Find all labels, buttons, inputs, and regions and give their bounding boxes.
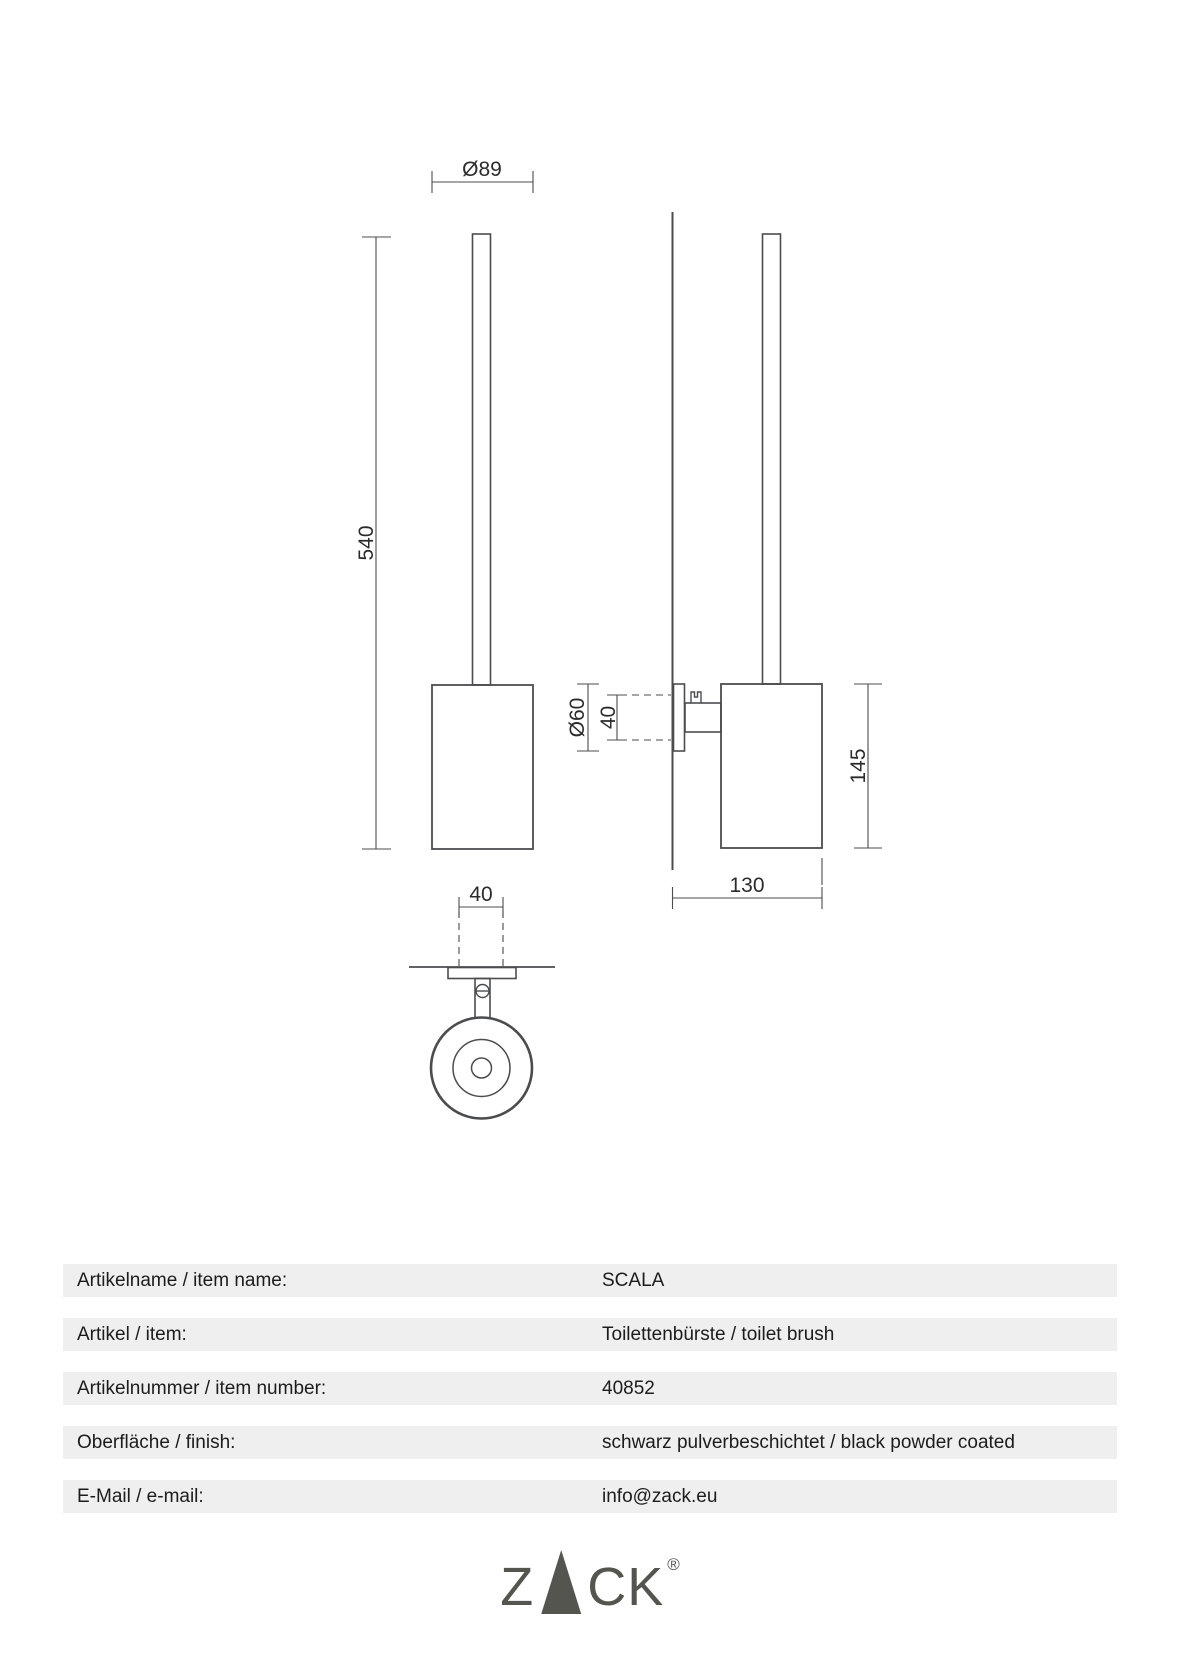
container-outline-circle — [431, 1018, 532, 1119]
zack-logo — [500, 1548, 680, 1617]
brush-handle-side — [763, 234, 781, 684]
mount-arm-side — [685, 703, 721, 732]
dim-mount-width-bottom — [459, 897, 503, 966]
dim-label-wall-depth: 130 — [729, 874, 765, 897]
spec-value: schwarz pulverbeschichtet / black powder coated — [602, 1431, 1015, 1453]
spec-value: 40852 — [602, 1377, 655, 1399]
spec-row-item-name — [63, 1264, 1117, 1297]
dim-label-container-height: 145 — [847, 748, 870, 784]
spec-label: Artikelname / item name: — [77, 1269, 288, 1291]
spec-label: Oberfläche / finish: — [77, 1431, 236, 1453]
wall-plate-bottom — [448, 968, 516, 979]
front-view — [355, 158, 533, 849]
wall-plate-side — [674, 684, 685, 751]
spec-row-item-number — [63, 1372, 1117, 1405]
set-screw-side — [691, 692, 701, 703]
spec-value: SCALA — [602, 1269, 665, 1291]
spec-value: info@zack.eu — [602, 1485, 718, 1507]
spec-label: Artikel / item: — [77, 1323, 187, 1345]
zack-logo-triangle-icon — [541, 1550, 581, 1614]
spec-label: Artikelnummer / item number: — [77, 1377, 327, 1399]
dim-label-plate-diameter: Ø60 — [566, 697, 589, 738]
spec-row-email — [63, 1480, 1117, 1513]
dim-label-brush-diameter: Ø89 — [462, 158, 502, 181]
brush-handle-front — [473, 234, 491, 685]
dim-label-total-height: 540 — [355, 525, 378, 561]
spec-value: Toilettenbürste / toilet brush — [602, 1323, 835, 1345]
spec-row-item — [63, 1318, 1117, 1351]
bottom-view — [409, 883, 555, 1119]
spec-row-finish — [63, 1426, 1117, 1459]
registered-trademark-symbol: ® — [667, 1555, 680, 1574]
brush-container-side — [721, 684, 822, 848]
brush-container-front — [432, 685, 533, 849]
set-screw-bottom — [476, 985, 489, 998]
dim-label-mount-width-side: 40 — [597, 705, 620, 730]
spec-label: E-Mail / e-mail: — [77, 1485, 204, 1507]
zack-logo-letters-ck: CK — [587, 1557, 665, 1617]
zack-logo-letter-z: Z — [500, 1557, 535, 1617]
side-view — [566, 212, 882, 909]
dim-label-mount-width-bottom: 40 — [469, 883, 493, 906]
